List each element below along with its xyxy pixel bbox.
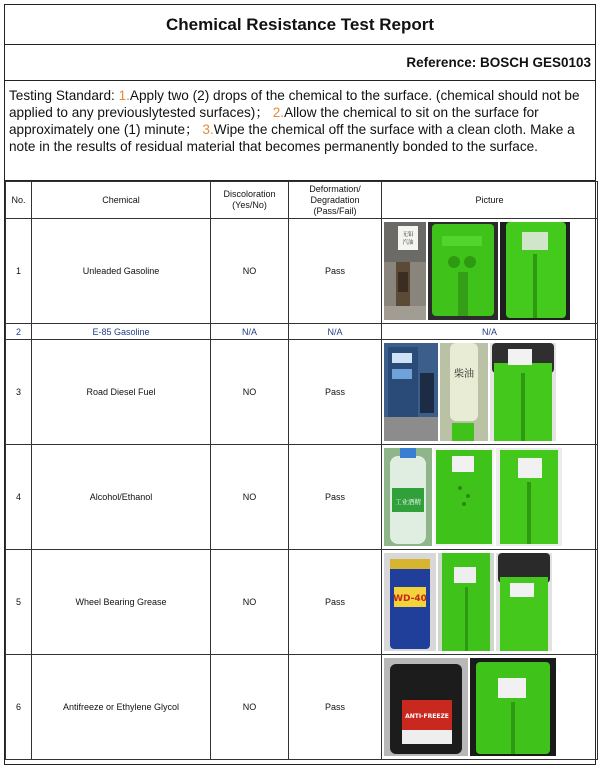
picture-cell	[382, 550, 598, 655]
picture-cell	[382, 655, 598, 760]
picture-cell	[382, 340, 598, 445]
deformation-value: Pass	[289, 340, 382, 445]
picture-value: N/A	[382, 324, 598, 340]
discoloration-value: NO	[211, 219, 289, 324]
discoloration-value: NO	[211, 550, 289, 655]
table-row	[6, 445, 598, 550]
svg-text:柴油: 柴油	[454, 369, 474, 380]
svg-text:ANTI-FREEZE: ANTI-FREEZE	[405, 713, 449, 720]
step-1-number: 1.	[118, 88, 130, 103]
svg-text:汽油: 汽油	[402, 240, 414, 246]
row-number: 5	[6, 550, 32, 655]
discoloration-value: N/A	[211, 324, 289, 340]
step-3-text: Wipe the chemical off the surface with a clean cloth. Make a note in the results of residual material that becomes permanently bonded to the surface.	[9, 122, 575, 154]
test-sample-photo	[428, 222, 498, 320]
diesel-pump-photo	[384, 343, 438, 441]
diesel-bottle-photo	[440, 343, 488, 441]
wd40-can-photo	[384, 553, 436, 651]
header-row	[6, 182, 598, 219]
test-sample-photo	[490, 343, 556, 441]
discoloration-value: NO	[211, 340, 289, 445]
deformation-value: Pass	[289, 655, 382, 760]
chemical-name: E-85 Gasoline	[32, 324, 211, 340]
alcohol-bottle-photo	[384, 448, 432, 546]
row-number: 4	[6, 445, 32, 550]
test-sample-photo	[496, 553, 552, 651]
row-number: 6	[6, 655, 32, 760]
test-sample-photo	[438, 553, 494, 651]
test-sample-photo	[470, 658, 556, 756]
chemical-name: Wheel Bearing Grease	[32, 550, 211, 655]
step-3-number: 3.	[202, 122, 214, 137]
report-title: Chemical Resistance Test Report	[5, 5, 595, 45]
discoloration-value: NO	[211, 655, 289, 760]
chemical-name: Road Diesel Fuel	[32, 340, 211, 445]
deformation-value: Pass	[289, 219, 382, 324]
table-row	[6, 340, 598, 445]
chemical-name: Alcohol/Ethanol	[32, 445, 211, 550]
chemical-name: Unleaded Gasoline	[32, 219, 211, 324]
gasoline-pump-photo	[384, 222, 426, 320]
results-table	[5, 181, 598, 760]
discoloration-value: NO	[211, 445, 289, 550]
test-sample-photo	[434, 448, 494, 546]
header-discoloration: Discoloration (Yes/No)	[211, 182, 289, 219]
header-no: No.	[6, 182, 32, 219]
test-sample-photo	[500, 222, 570, 320]
test-sample-photo	[496, 448, 562, 546]
header-deformation: Deformation/ Degradation (Pass/Fail)	[289, 182, 382, 219]
deformation-value: Pass	[289, 550, 382, 655]
row-number: 2	[6, 324, 32, 340]
table-row	[6, 219, 598, 324]
table-row	[6, 655, 598, 760]
picture-cell	[382, 445, 598, 550]
table-row	[6, 550, 598, 655]
deformation-value: Pass	[289, 445, 382, 550]
antifreeze-bottle-photo	[384, 658, 468, 756]
reference-line: Reference: BOSCH GES0103	[5, 45, 595, 81]
step-2-text: Allow the chemical to sit on the surface for approximately one (1) minute；	[9, 105, 539, 137]
deformation-value: N/A	[289, 324, 382, 340]
step-1-text: Apply two (2) drops of the chemical to the surface. (chemical should not be applied to any previouslytested surfaces)；	[9, 88, 580, 120]
header-chemical: Chemical	[32, 182, 211, 219]
chemical-resistance-report	[4, 4, 596, 765]
row-number: 1	[6, 219, 32, 324]
chemical-name: Antifreeze or Ethylene Glycol	[32, 655, 211, 760]
step-2-number: 2.	[272, 105, 285, 120]
svg-text:无铅: 无铅	[402, 232, 414, 238]
svg-text:工业酒精: 工业酒精	[395, 498, 421, 506]
row-number: 3	[6, 340, 32, 445]
header-picture: Picture	[382, 182, 598, 219]
svg-text:WD-40: WD-40	[393, 594, 427, 604]
picture-cell	[382, 219, 598, 324]
table-row	[6, 324, 598, 340]
standard-lead: Testing Standard:	[9, 88, 119, 103]
testing-standard	[5, 81, 595, 181]
